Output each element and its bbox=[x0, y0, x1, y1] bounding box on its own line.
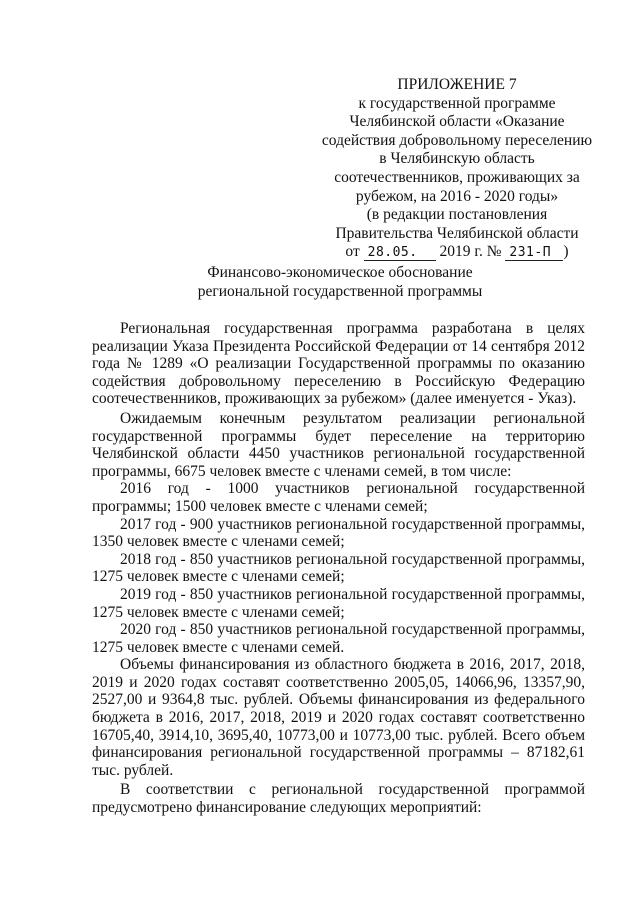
appendix-header bbox=[318, 76, 596, 262]
paragraph-year-2019: 2019 год - 850 участников региональной государственной программы, 1275 человек вместе с членами семей; bbox=[92, 585, 585, 621]
paragraph-activities: В соответствии с региональной государственной программой предусмотрено финансирование следующих мероприятий: bbox=[92, 781, 585, 817]
appendix-line: содействия добровольному переселению bbox=[321, 131, 593, 149]
handwritten-date: 28.05. bbox=[364, 246, 436, 261]
closing-paren: ) bbox=[563, 243, 569, 261]
paragraph-expected-result: Ожидаемым конечным результатом реализации региональной государственной программы будет переселение на территорию Челябинской области 4450 участников региональной государственной программы, 6675 человек вместе с членами семей, в том числе: bbox=[92, 409, 585, 480]
appendix-line: рубежом, на 2016 - 2020 годы» bbox=[355, 187, 559, 205]
paragraph-year-2017: 2017 год - 900 участников региональной государственной программы, 1350 человек вместе с членами семей; bbox=[92, 515, 585, 551]
appendix-line: Правительства Челябинской области bbox=[335, 224, 579, 242]
appendix-line: (в редакции постановления bbox=[366, 206, 548, 224]
appendix-title: ПРИЛОЖЕНИЕ 7 bbox=[397, 76, 517, 93]
appendix-line: соотечественников, проживающих за bbox=[334, 168, 580, 186]
resolution-date-line bbox=[318, 243, 596, 262]
handwritten-number: 231-П bbox=[505, 246, 563, 261]
appendix-line: к государственной программе bbox=[358, 94, 556, 112]
document-body bbox=[92, 320, 585, 817]
paragraph-year-2016: 2016 год - 1000 участников региональной государственной программы; 1500 человек вместе с членами семей; bbox=[92, 480, 585, 515]
paragraph-financing: Объемы финансирования из областного бюджета в 2016, 2017, 2018, 2019 и 2020 годах составят соответственно 2005,05, 14066,96, 13357,90, 2527,00 и 9364,8 тыс. рублей. Объемы финансирования из федерального бюджета в 2016, 2017, 2018, 2019 и 2020 годах составят соответственно 16705,40, 3914,10, 3695,40, 10773,00 и 10773,00 тыс. рублей. Всего объем финансирования региональной государственной программы – 87182,61 тыс. рублей. bbox=[92, 656, 585, 779]
resolution-year: 2019 г. bbox=[439, 243, 483, 261]
paragraph-year-2018: 2018 год - 850 участников региональной государственной программы, 1275 человек вместе с членами семей; bbox=[92, 550, 585, 586]
paragraph-year-2020: 2020 год - 850 участников региональной государственной программы, 1275 человек вместе с членами семей. bbox=[92, 621, 585, 656]
paragraph-decree: Региональная государственная программа разработана в целях реализации Указа Президента Российской Федерации от 14 сентября 2012 года № 1289 «О реализации Государственной программы по оказанию содействия добровольному переселению в Российскую Федерацию соотечественников, проживающих за рубежом» (далее именуется - Указ). bbox=[92, 320, 585, 408]
appendix-line: в Челябинскую область bbox=[379, 150, 535, 168]
number-prefix: № bbox=[486, 243, 502, 261]
date-prefix: от bbox=[345, 243, 360, 261]
appendix-line: Челябинской области «Оказание bbox=[349, 113, 565, 131]
document-title-line-2: региональной государственной программы bbox=[197, 282, 483, 300]
document-title-line-1: Финансово-экономическое обоснование bbox=[207, 264, 473, 281]
document-title bbox=[90, 264, 590, 301]
